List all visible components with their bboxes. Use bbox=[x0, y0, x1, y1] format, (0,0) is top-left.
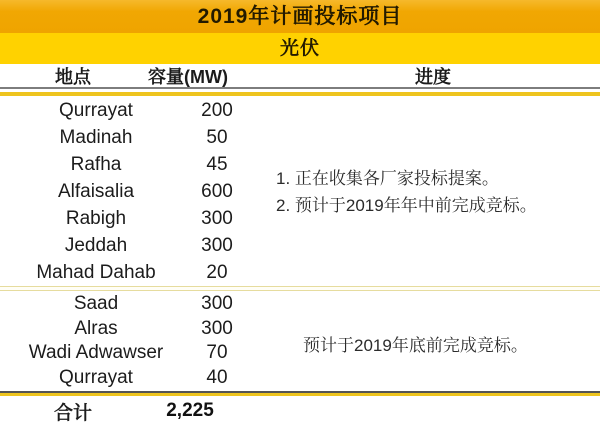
table-row bbox=[0, 124, 600, 151]
table-row bbox=[0, 259, 600, 286]
location-cell: Qurrayat bbox=[59, 366, 133, 388]
column-header-location: 地点 bbox=[55, 67, 91, 87]
section-2-progress-note bbox=[303, 332, 528, 359]
total-row bbox=[0, 398, 600, 424]
progress-note-line: 2. 预计于2019年年中前完成竞标。 bbox=[276, 196, 537, 215]
capacity-cell: 45 bbox=[206, 153, 228, 175]
table-subtitle: 光伏 bbox=[0, 33, 600, 64]
location-cell: Alras bbox=[74, 317, 118, 339]
location-cell: Mahad Dahab bbox=[36, 261, 156, 283]
capacity-cell: 40 bbox=[206, 366, 228, 388]
capacity-cell: 300 bbox=[201, 293, 233, 315]
table-row bbox=[0, 292, 600, 317]
header-rule-gold bbox=[0, 92, 600, 96]
capacity-cell: 600 bbox=[201, 180, 233, 202]
progress-note-line: 1. 正在收集各厂家投标提案。 bbox=[276, 169, 499, 188]
column-header-progress: 进度 bbox=[415, 67, 451, 87]
location-cell: Alfaisalia bbox=[57, 180, 135, 202]
capacity-cell: 20 bbox=[206, 261, 228, 283]
location-cell: Rafha bbox=[70, 153, 122, 175]
location-cell: Saad bbox=[73, 293, 119, 315]
capacity-cell: 70 bbox=[206, 342, 228, 364]
progress-note-line: 预计于2019年底前完成竞标。 bbox=[303, 336, 528, 355]
table-row bbox=[0, 366, 600, 391]
location-cell: Rabigh bbox=[65, 207, 127, 229]
column-header-row bbox=[0, 64, 600, 88]
table-title: 2019年计画投标项目 bbox=[0, 0, 600, 33]
total-rule-gold bbox=[0, 393, 600, 396]
location-cell: Wadi Adwawser bbox=[28, 342, 164, 364]
header-rule-dark bbox=[0, 87, 600, 89]
table-row bbox=[0, 97, 600, 124]
capacity-cell: 200 bbox=[201, 99, 233, 121]
location-cell: Madinah bbox=[59, 126, 133, 148]
total-value: 2,225 bbox=[166, 400, 214, 421]
location-cell: Jeddah bbox=[64, 234, 128, 256]
section-divider bbox=[0, 286, 600, 291]
capacity-cell: 50 bbox=[206, 126, 228, 148]
location-cell: Qurrayat bbox=[59, 99, 133, 121]
column-header-capacity: 容量(MW) bbox=[148, 67, 228, 87]
capacity-cell: 300 bbox=[201, 234, 233, 256]
capacity-cell: 300 bbox=[201, 207, 233, 229]
total-label: 合计 bbox=[53, 402, 92, 424]
capacity-cell: 300 bbox=[201, 317, 233, 339]
table-row bbox=[0, 232, 600, 259]
section-1-progress-note bbox=[276, 165, 537, 219]
